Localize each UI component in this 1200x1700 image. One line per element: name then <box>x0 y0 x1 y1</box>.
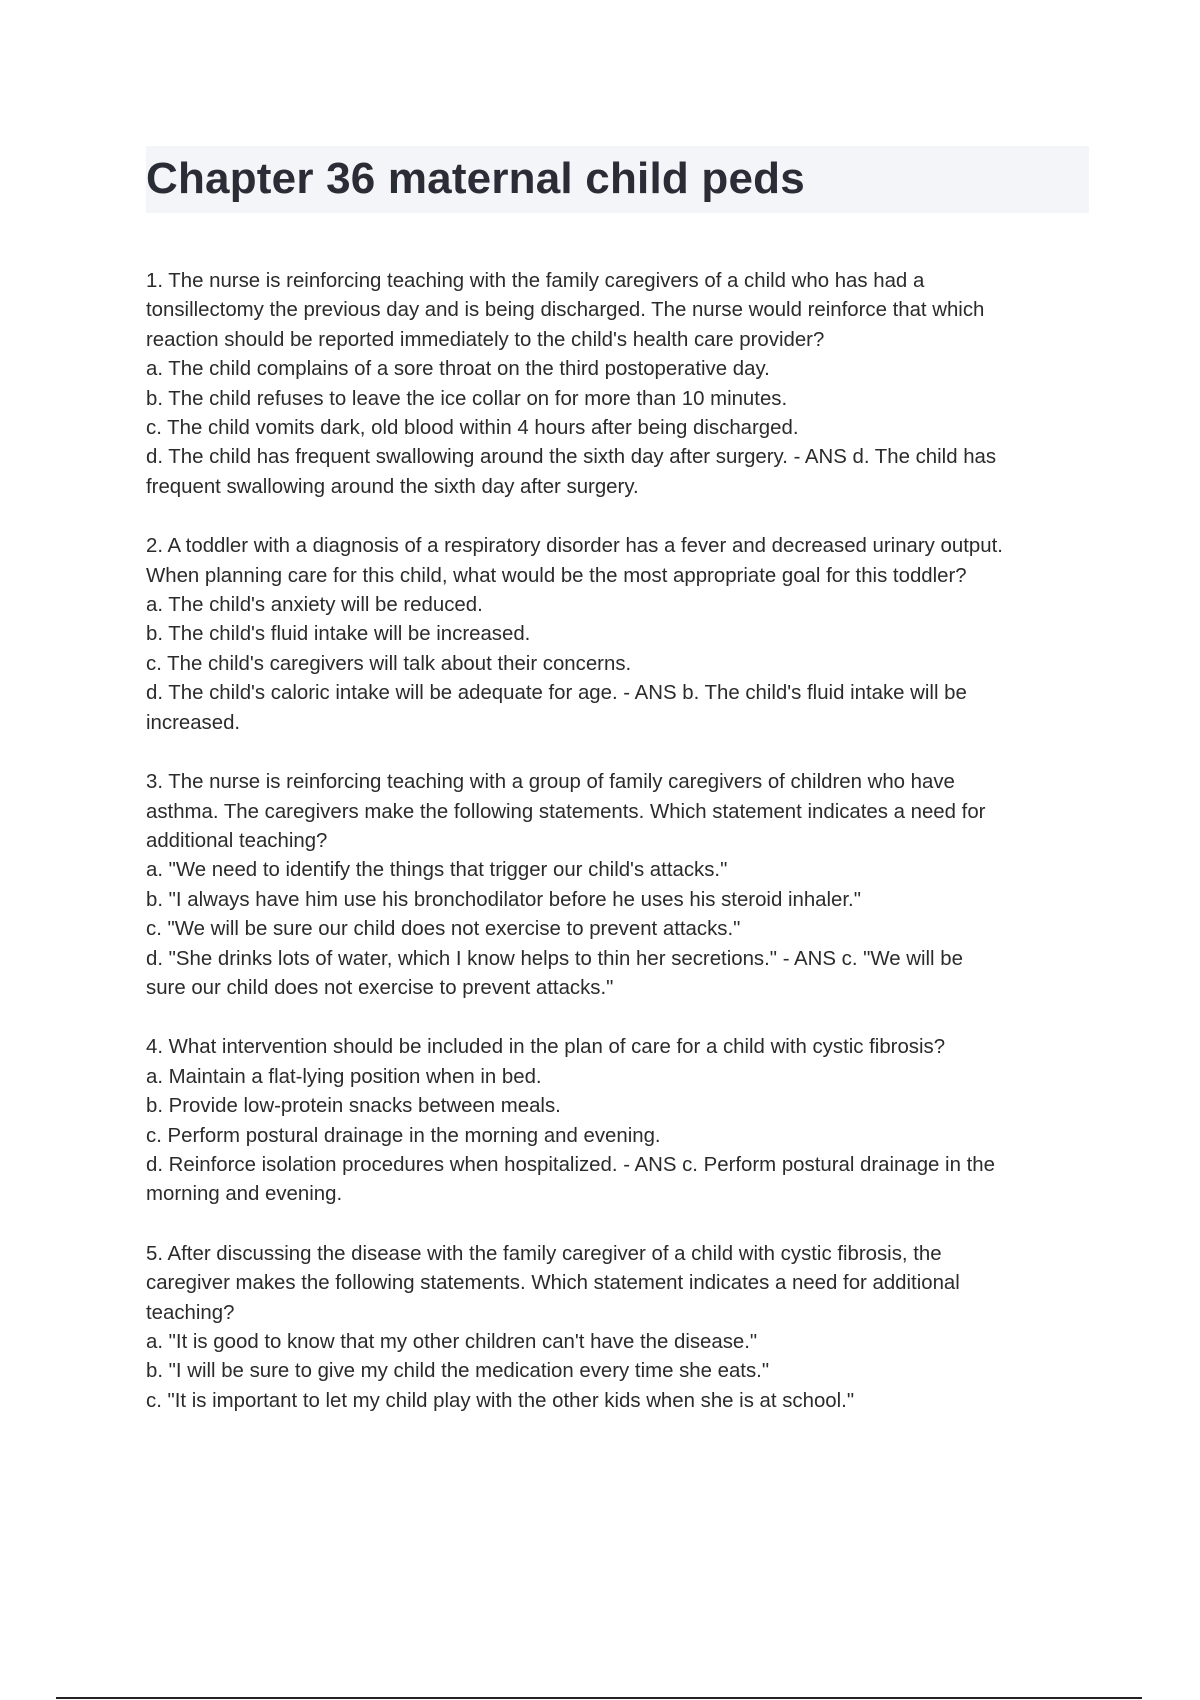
question-3-line: asthma. The caregivers make the following statements. Which statement indicates a need for <box>146 800 986 823</box>
question-5-option-b: b. "I will be sure to give my child the medication every time she eats." <box>146 1360 770 1383</box>
question-3 <box>146 768 1106 1003</box>
question-4-line: 4. What intervention should be included in the plan of care for a child with cystic fibrosis? <box>146 1036 946 1059</box>
question-2-option-c: c. The child's caregivers will talk about their concerns. <box>146 652 632 675</box>
question-4-option-c: c. Perform postural drainage in the morning and evening. <box>146 1124 661 1147</box>
question-3-line: 3. The nurse is reinforcing teaching with a group of family caregivers of children who have <box>146 771 955 794</box>
question-5 <box>146 1240 1106 1416</box>
question-1-option-b: b. The child refuses to leave the ice collar on for more than 10 minutes. <box>146 387 788 410</box>
question-4-option-d-answer: d. Reinforce isolation procedures when hospitalized. - ANS c. Perform postural drainage in the <box>146 1153 995 1176</box>
question-1-line: 1. The nurse is reinforcing teaching with the family caregivers of a child who has had a <box>146 270 925 292</box>
question-5-option-a: a. "It is good to know that my other children can't have the disease." <box>146 1331 758 1353</box>
question-3-option-d-answer: d. "She drinks lots of water, which I know helps to thin her secretions." - ANS c. "We will be <box>146 947 963 970</box>
question-2-option-d-answer: d. The child's caloric intake will be adequate for age. - ANS b. The child's fluid intake will be <box>146 682 967 705</box>
question-2-option-b: b. The child's fluid intake will be increased. <box>146 623 531 646</box>
question-4-option-a: a. Maintain a flat-lying position when in bed. <box>146 1065 542 1088</box>
question-1-option-a: a. The child complains of a sore throat on the third postoperative day. <box>146 358 770 381</box>
question-3-line: additional teaching? <box>146 829 328 852</box>
question-2-option-a: a. The child's anxiety will be reduced. <box>146 594 483 617</box>
question-1 <box>146 267 1106 502</box>
question-3-option-c: c. "We will be sure our child does not exercise to prevent attacks." <box>146 918 741 941</box>
question-3-option-b: b. "I always have him use his bronchodilator before he uses his steroid inhaler." <box>146 888 861 911</box>
question-3-option-a: a. "We need to identify the things that trigger our child's attacks." <box>146 859 728 882</box>
question-4 <box>146 1033 1106 1209</box>
page-title: Chapter 36 maternal child peds <box>146 154 805 203</box>
question-1-line: tonsillectomy the previous day and is being discharged. The nurse would reinforce that which <box>146 299 985 322</box>
question-5-line: caregiver makes the following statements. Which statement indicates a need for additional <box>146 1272 960 1295</box>
question-2 <box>146 532 1106 738</box>
question-list <box>146 267 1106 1446</box>
question-4-answer-continued: morning and evening. <box>146 1183 343 1206</box>
question-5-line: 5. After discussing the disease with the family caregiver of a child with cystic fibrosis, the <box>146 1242 942 1265</box>
question-2-line: When planning care for this child, what would be the most appropriate goal for this toddler? <box>146 564 967 587</box>
question-1-answer-continued: frequent swallowing around the sixth day after surgery. <box>146 475 639 498</box>
question-3-answer-continued: sure our child does not exercise to prevent attacks." <box>146 976 614 999</box>
question-2-answer-continued: increased. <box>146 711 241 734</box>
question-4-option-b: b. Provide low-protein snacks between meals. <box>146 1095 561 1118</box>
footer-rule <box>56 1697 1142 1699</box>
question-1-option-c: c. The child vomits dark, old blood within 4 hours after being discharged. <box>146 417 799 440</box>
question-5-option-c: c. "It is important to let my child play with the other kids when she is at school." <box>146 1389 855 1412</box>
question-1-line: reaction should be reported immediately to the child's health care provider? <box>146 328 825 351</box>
question-2-line: 2. A toddler with a diagnosis of a respiratory disorder has a fever and decreased urinary output. <box>146 535 1003 558</box>
question-1-option-d-answer: d. The child has frequent swallowing around the sixth day after surgery. - ANS d. The child has <box>146 446 997 469</box>
question-5-line: teaching? <box>146 1301 235 1324</box>
